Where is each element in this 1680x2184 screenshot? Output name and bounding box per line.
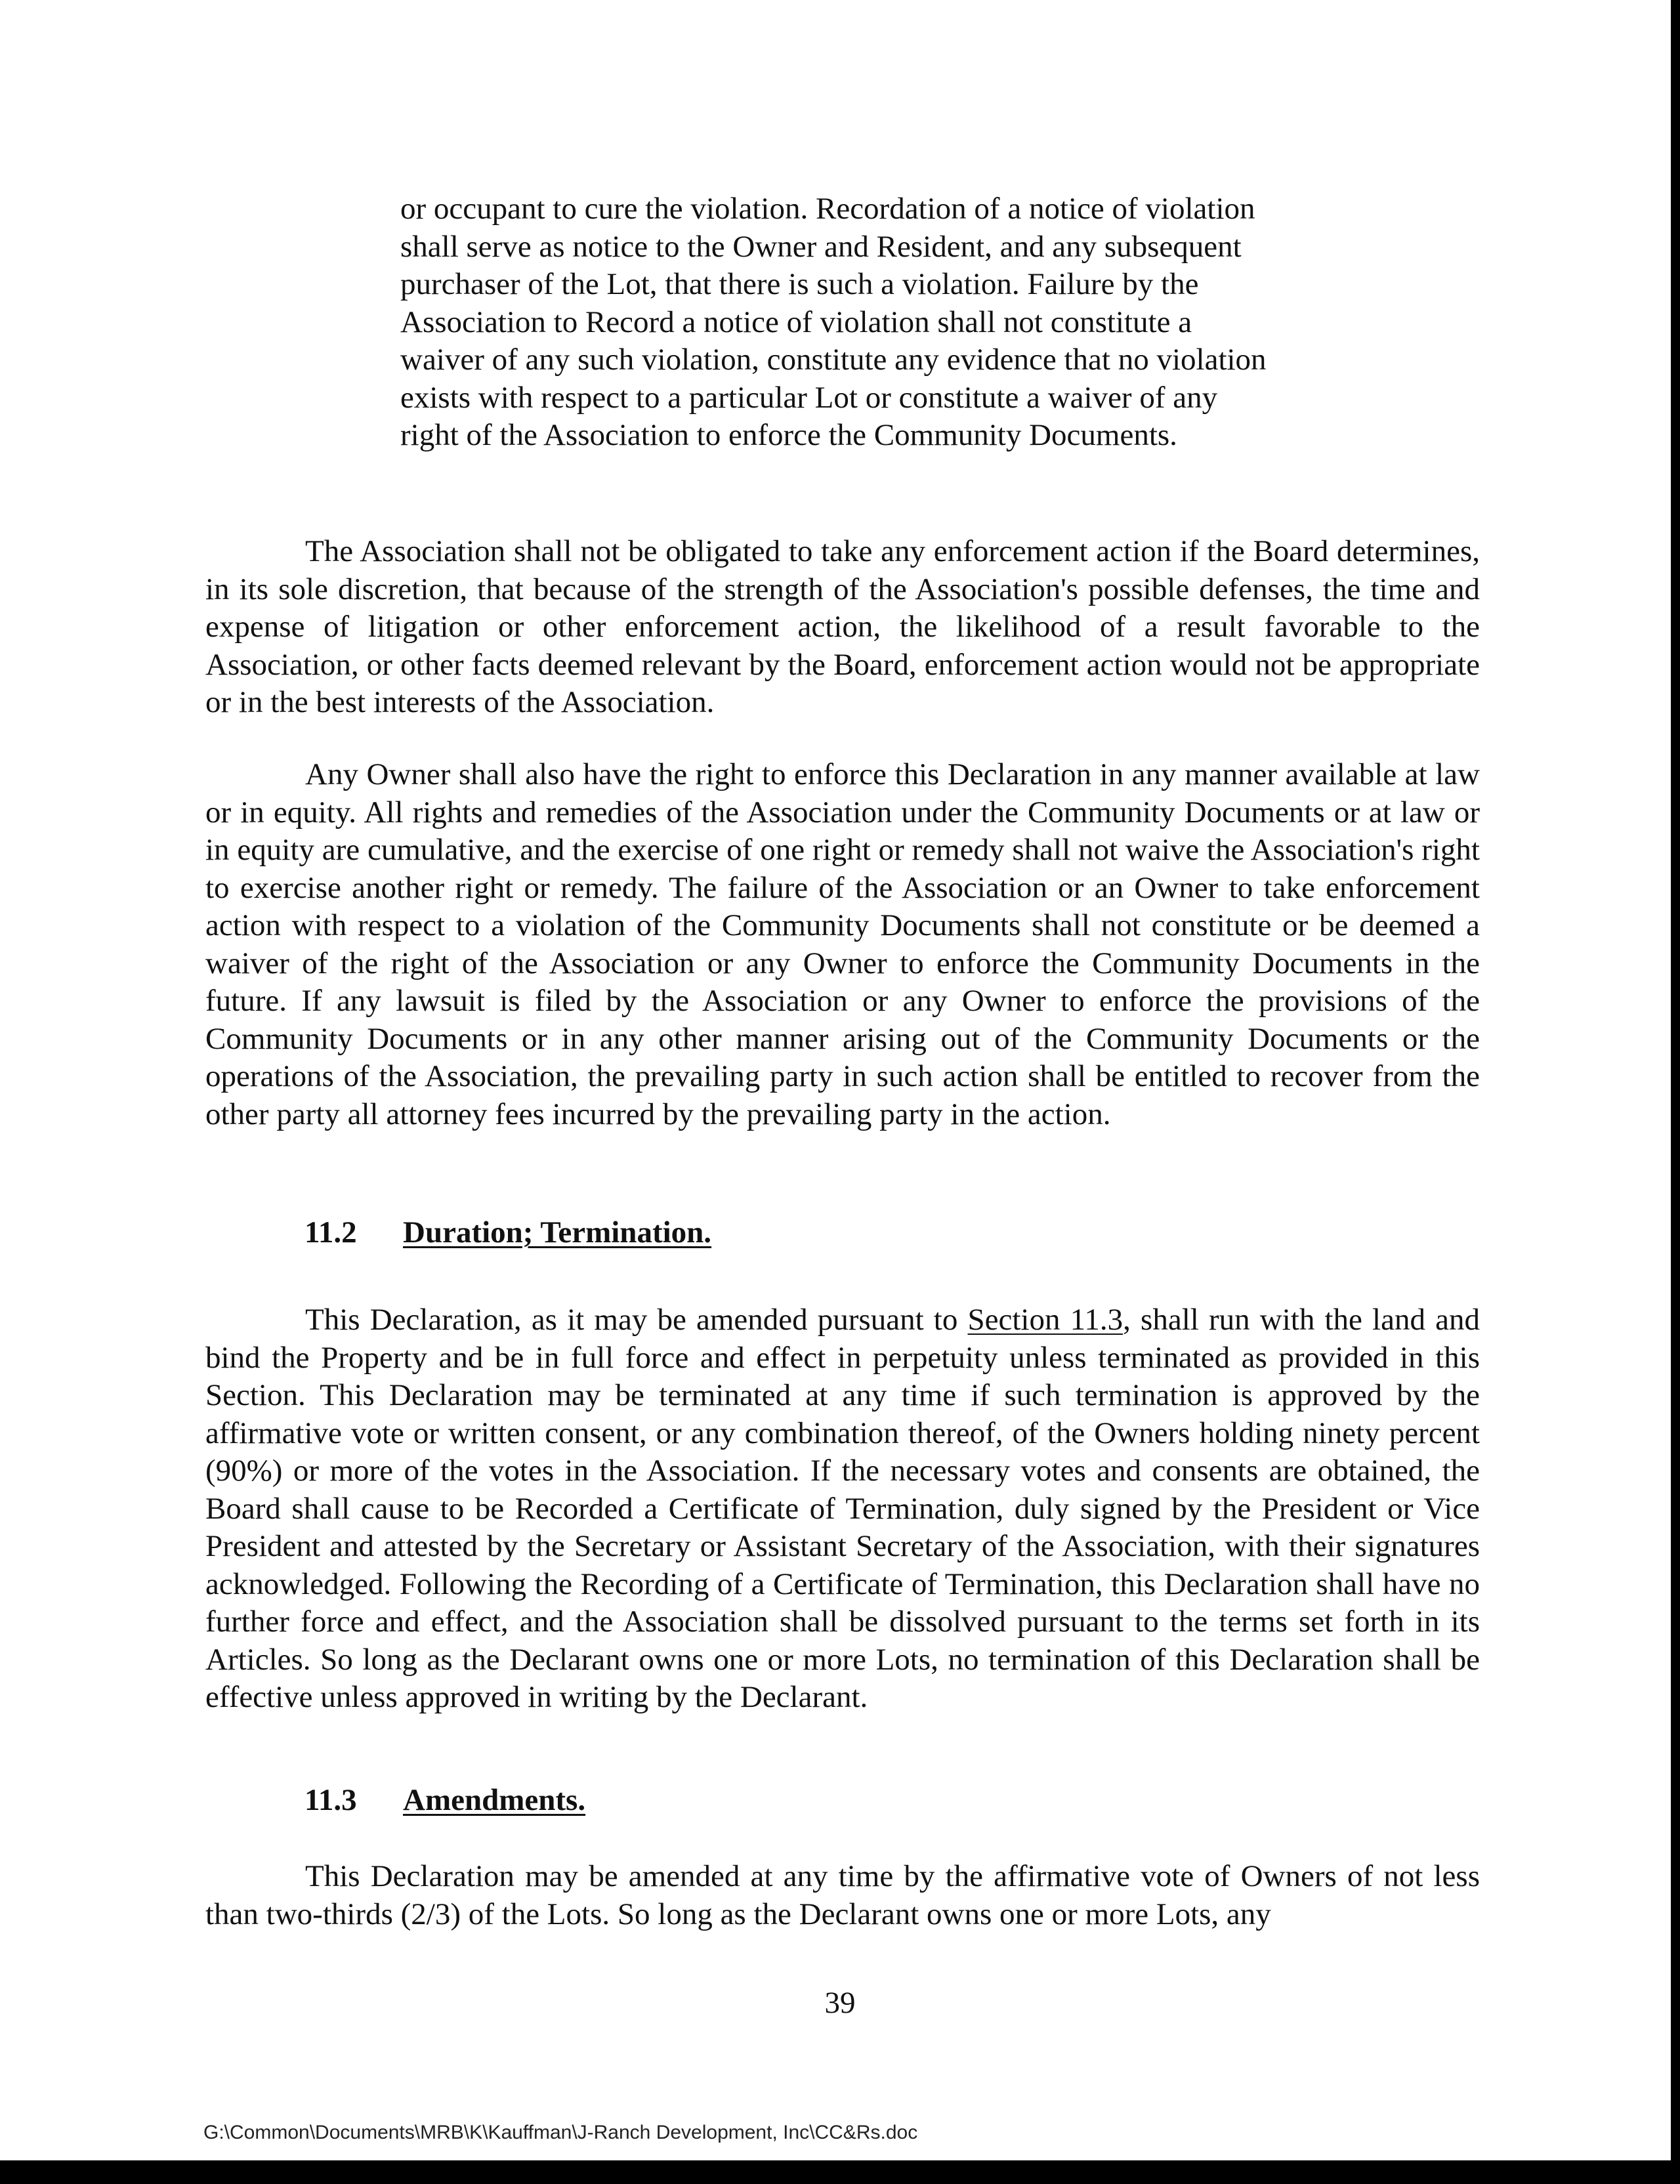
section-title: Duration; Termination. [403,1215,712,1250]
section-reference-link: Section 11.3 [967,1303,1124,1337]
section-heading-11-2 [304,1214,711,1252]
paragraph-amendments: This Declaration may be amended at any time by the affirmative vote of Owners of not less than two-thirds (2/3) of the Lots. So long as the Declarant owns one or more Lots, any [205,1859,1480,1931]
page-number: 39 [824,1986,856,2020]
continuation-paragraph: or occupant to cure the violation. Recordation of a notice of violation shall serve as notice to the Owner and Resident, and any subsequent purchaser of the Lot, that there is such a violation. Failure by the Association to Record a notice of violation shall not constitute a waiver of any such violation, constitute any evidence that no violation exists with respect to a particular Lot or constitute a waiver of any right of the Association to enforce the Community Documents. [400,192,1267,452]
paragraph-text: This Declaration, as it may be amended pursuant to [305,1303,968,1337]
section-heading-11-3 [304,1782,585,1820]
footer-file-path: G:\Common\Documents\MRB\K\Kauffman\J-Ranch Development, Inc\CC&Rs.doc [203,2122,918,2143]
section-number: 11.3 [304,1783,357,1817]
paragraph-text: , shall run with the land and bind the Property and be in full force and effect in perpetuity unless terminated as provided in this Section. This Declaration may be terminated at any time if such termination is approved by the affirmative vote or written consent, or any combination thereof, of the Owners holding ninety percent (90%) or more of the votes in the Association. If the necessary votes and consents are obtained, the Board shall cause to be Recorded a Certificate of Termination, duly signed by the President or Vice President and attested by the Secretary or Assistant Secretary of the Association, with their signatures acknowledged. Following the Recording of a Certificate of Termination, this Declaration shall have no further force and effect, and the Association shall be dissolved pursuant to the terms set forth in its Articles. So long as the Declarant owns one or more Lots, no termination of this Declaration shall be effective unless approved in writing by the Declarant. [205,1303,1480,1714]
paragraph-enforcement-discretion: The Association shall not be obligated to take any enforcement action if the Board determines, in its sole discretion, that because of the strength of the Association's possible defenses, the time and expense of litigation or other enforcement action, the likelihood of a result favorable to the Association, or other facts deemed relevant by the Board, enforcement action would not be appropriate or in the best interests of the Association. [205,534,1480,719]
paragraph-owner-rights: Any Owner shall also have the right to enforce this Declaration in any manner available at law or in equity. All rights and remedies of the Association under the Community Documents or at law or in equity are cumulative, and the exercise of one right or remedy shall not waive the Association's right to exercise another right or remedy. The failure of the Association or an Owner to take enforcement action with respect to a violation of the Community Documents shall not constitute or be deemed a waiver of the right of the Association or any Owner to enforce the Community Documents in the future. If any lawsuit is filed by the Association or any Owner to enforce the provisions of the Community Documents or in any other manner arising out of the Community Documents or the operations of the Association, the prevailing party in such action shall be entitled to recover from the other party all attorney fees incurred by the prevailing party in the action. [205,757,1480,1131]
paragraph-duration-termination [205,1301,1480,1717]
scan-border-bottom [0,2160,1680,2184]
section-number: 11.2 [304,1215,357,1250]
scan-border-right [1671,0,1680,2184]
section-title: Amendments. [403,1783,586,1817]
